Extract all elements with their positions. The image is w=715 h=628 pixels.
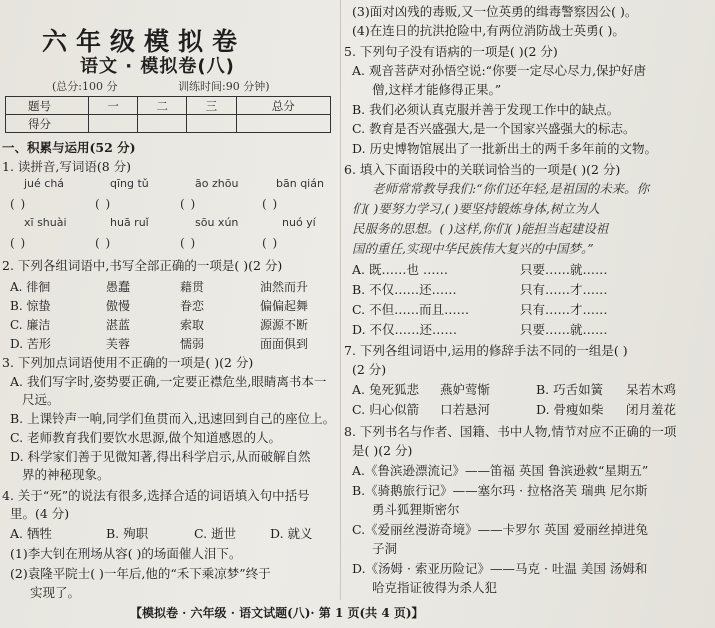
- q3-option-a[interactable]: A. 我们写字时,姿势要正确,一定要正襟危坐,眼睛离书本一: [10, 374, 327, 389]
- q7-word: 口若悬河: [440, 402, 491, 417]
- q8-stem: 8. 下列书名与作者、国籍、书中人物,情节对应不正确的一项: [344, 424, 677, 439]
- exam-title: 六年级模拟卷: [42, 27, 247, 56]
- q4-option[interactable]: C. 逝世: [194, 526, 237, 541]
- q6-passage: 老师常常教导我们:“你们还年轻,是祖国的未来。你: [372, 181, 650, 196]
- q4-option[interactable]: D. 就义: [270, 526, 313, 541]
- q5-option-c[interactable]: C. 教育是否兴盛强大,是一个国家兴盛强大的标志。: [352, 121, 636, 136]
- q6-passage[interactable]: 们( )要努力学习,( )要坚持锻炼身体,树立为人: [352, 201, 600, 216]
- q1-pinyin: nuó yí: [282, 216, 316, 229]
- score-table: [5, 96, 331, 133]
- q4-sentence-1[interactable]: (1)李大钊在刑场从容( )的场面催人泪下。: [10, 546, 242, 561]
- q3-stem: 3. 下列加点词语使用不正确的一项是( )(2 分): [2, 355, 254, 370]
- q5-option-b[interactable]: B. 我们必须认真克服并善于发现工作中的缺点。: [352, 102, 620, 117]
- score-cell: 二: [138, 97, 187, 115]
- q8-option-c-cont: 子洞: [372, 541, 398, 556]
- q1-pinyin: qīng tǔ: [110, 177, 149, 190]
- q7-word: 闭月羞花: [626, 402, 677, 417]
- q2-word: 愚蠢: [106, 280, 131, 294]
- q4-stem: 4. 关于“死”的说法有很多,选择合适的词语填入句中括号: [2, 488, 310, 503]
- q1-stem: 1. 读拼音,写词语(8 分): [2, 159, 132, 174]
- q1-pinyin: bān qián: [276, 177, 324, 190]
- q2-word: 油然而升: [260, 280, 309, 294]
- section-heading: 一、积累与运用(52 分): [2, 140, 136, 155]
- q4-sentence-2[interactable]: (2)袁隆平院士( )一年后,他的“禾下乘凉梦”终于: [10, 566, 271, 581]
- q5-option-a-cont: 僧,这样才能修得正果。”: [372, 82, 502, 97]
- q8-option-b[interactable]: B.《骑鹅旅行记》——塞尔玛 · 拉格洛芙 瑞典 尼尔斯: [352, 483, 648, 498]
- q6-passage: 国的重任,实现中华民族伟大复兴的中国梦。”: [352, 241, 594, 256]
- q6-option[interactable]: D. 不仅……还……: [352, 322, 458, 337]
- q7-stem: 7. 下列各组词语中,运用的修辞手法不同的一组是( ): [344, 343, 628, 358]
- q4-option[interactable]: B. 殉职: [106, 526, 149, 541]
- q2-word: 偏偏起舞: [260, 299, 309, 313]
- total-score: (总分:100 分: [52, 80, 118, 93]
- score-cell: 得分: [6, 115, 89, 133]
- q4-stem-cont: 里。(4 分): [10, 506, 70, 521]
- q1-answer-box[interactable]: ( ): [10, 236, 27, 250]
- q7-option[interactable]: C. 归心似箭: [352, 402, 420, 417]
- q7-option[interactable]: B. 巧舌如簧: [536, 382, 604, 397]
- q7-stem-cont: (2 分): [352, 362, 387, 377]
- q4-sentence-3[interactable]: (3)面对凶残的毒贩,又一位英勇的缉毒警察因公( )。: [352, 4, 638, 19]
- page-footer: 【模拟卷 · 六年级 · 语文试题(八)· 第 1 页(共 4 页)】: [130, 606, 424, 620]
- q3-option-a-cont: 尺远。: [22, 392, 60, 407]
- q6-option-pair: 只要……就……: [520, 262, 608, 277]
- q7-word: 燕妒莺惭: [440, 382, 491, 397]
- column-divider: [340, 0, 341, 600]
- score-table-header-row: [6, 97, 331, 115]
- q6-option[interactable]: A. 既……也 ……: [352, 262, 448, 277]
- q4-sentence-4[interactable]: (4)在连日的抗洪抢险中,有两位消防战士英勇( )。: [352, 23, 625, 38]
- q3-option-d-cont: 界的神秘现象。: [22, 467, 110, 482]
- q8-option-c[interactable]: C.《爱丽丝漫游奇境》——卡罗尔 英国 爱丽丝掉进兔: [352, 522, 649, 537]
- q1-pinyin: jué chá: [24, 177, 65, 190]
- q6-stem: 6. 填入下面语段中的关联词恰当的一项是( )(2 分): [344, 162, 621, 177]
- q2-word: 懦弱: [180, 337, 205, 351]
- q6-passage[interactable]: 民服务的思想。( )这样,你们( )能担当起建设祖: [352, 221, 609, 236]
- q7-option[interactable]: D. 骨瘦如柴: [536, 402, 604, 417]
- q3-option-d[interactable]: D. 科学家们善于见微知著,得出科学启示,从而破解自然: [10, 449, 311, 464]
- q1-answer-box[interactable]: ( ): [180, 236, 197, 250]
- exam-subtitle: 语文 · 模拟卷(八): [80, 56, 235, 77]
- q6-option[interactable]: B. 不仅……还……: [352, 282, 457, 297]
- q8-option-d[interactable]: D.《汤姆 · 索亚历险记》——马克 · 吐温 美国 汤姆和: [352, 561, 648, 576]
- score-cell: 总分: [236, 97, 330, 115]
- q1-answer-box[interactable]: ( ): [262, 197, 279, 211]
- q2-word: 藉贯: [180, 280, 205, 294]
- q5-option-d[interactable]: D. 历史博物馆展出了一批新出土的两千多年前的文物。: [352, 141, 658, 156]
- q1-answer-box[interactable]: ( ): [262, 236, 279, 250]
- q8-option-d-cont: 哈克指证彼得为杀人犯: [372, 580, 498, 595]
- score-cell: 一: [89, 97, 138, 115]
- q8-option-b-cont: 勇斗狐狸斯密尔: [372, 502, 460, 517]
- q7-word: 呆若木鸡: [626, 382, 677, 397]
- q2-word: 傲慢: [106, 299, 131, 313]
- q2-option[interactable]: B. 惊蛰: [10, 299, 51, 313]
- q1-answer-box[interactable]: ( ): [180, 197, 197, 211]
- q6-option-pair: 只有……才……: [520, 282, 608, 297]
- q7-option[interactable]: A. 兔死狐悲: [352, 382, 419, 397]
- q4-sentence-2-cont: 实现了。: [30, 585, 81, 600]
- q1-answer-box[interactable]: ( ): [95, 197, 112, 211]
- q3-option-c[interactable]: C. 老师教育我们要饮水思源,做个知道感恩的人。: [10, 430, 282, 445]
- q2-word: 湛蓝: [106, 318, 131, 332]
- score-cell: 三: [187, 97, 236, 115]
- q2-word: 源源不断: [260, 318, 309, 332]
- q2-option[interactable]: D. 苦形: [10, 337, 51, 351]
- score-cell: 题号: [6, 97, 89, 115]
- q4-option[interactable]: A. 牺牲: [10, 526, 52, 541]
- q8-option-a[interactable]: A.《鲁滨逊漂流记》——笛福 英国 鲁滨逊救“星期五”: [352, 463, 649, 478]
- q2-option[interactable]: C. 廉洁: [10, 318, 51, 332]
- time-limit: 训练时间:90 分钟): [178, 80, 270, 93]
- score-table-score-row: [6, 115, 331, 133]
- q5-option-a[interactable]: A. 观音菩萨对孙悟空说:“你要一定尽心尽力,保护好唐: [352, 63, 647, 78]
- q8-stem-cont: 是( )(2 分): [352, 443, 413, 458]
- q1-pinyin: xī shuài: [24, 216, 67, 229]
- score-input-cell[interactable]: [187, 115, 236, 133]
- q2-word: 眷恋: [180, 299, 205, 313]
- q5-stem: 5. 下列句子没有语病的一项是( )(2 分): [344, 44, 558, 59]
- q1-pinyin: sōu xún: [195, 216, 239, 229]
- q6-option-pair: 只有……才……: [520, 302, 608, 317]
- q6-option-pair: 只要……就……: [520, 322, 608, 337]
- q3-option-b[interactable]: B. 上课铃声一响,同学们鱼贯而入,迅速回到自己的座位上。: [10, 411, 336, 426]
- q2-stem: 2. 下列各组词语中,书写全部正确的一项是( )(2 分): [2, 258, 283, 273]
- q1-answer-box[interactable]: ( ): [95, 236, 112, 250]
- q1-pinyin: āo zhōu: [195, 177, 239, 190]
- q2-word: 索取: [180, 318, 205, 332]
- score-input-cell[interactable]: [89, 115, 138, 133]
- score-input-cell[interactable]: [138, 115, 187, 133]
- q2-option[interactable]: A. 徘徊: [10, 280, 51, 294]
- q2-word: 面面俱到: [260, 337, 309, 351]
- q1-pinyin: huā ruǐ: [110, 216, 149, 229]
- q6-option[interactable]: C. 不但……而且……: [352, 302, 470, 317]
- q1-answer-box[interactable]: ( ): [10, 197, 27, 211]
- score-input-cell[interactable]: [236, 115, 330, 133]
- q2-word: 芙蓉: [106, 337, 131, 351]
